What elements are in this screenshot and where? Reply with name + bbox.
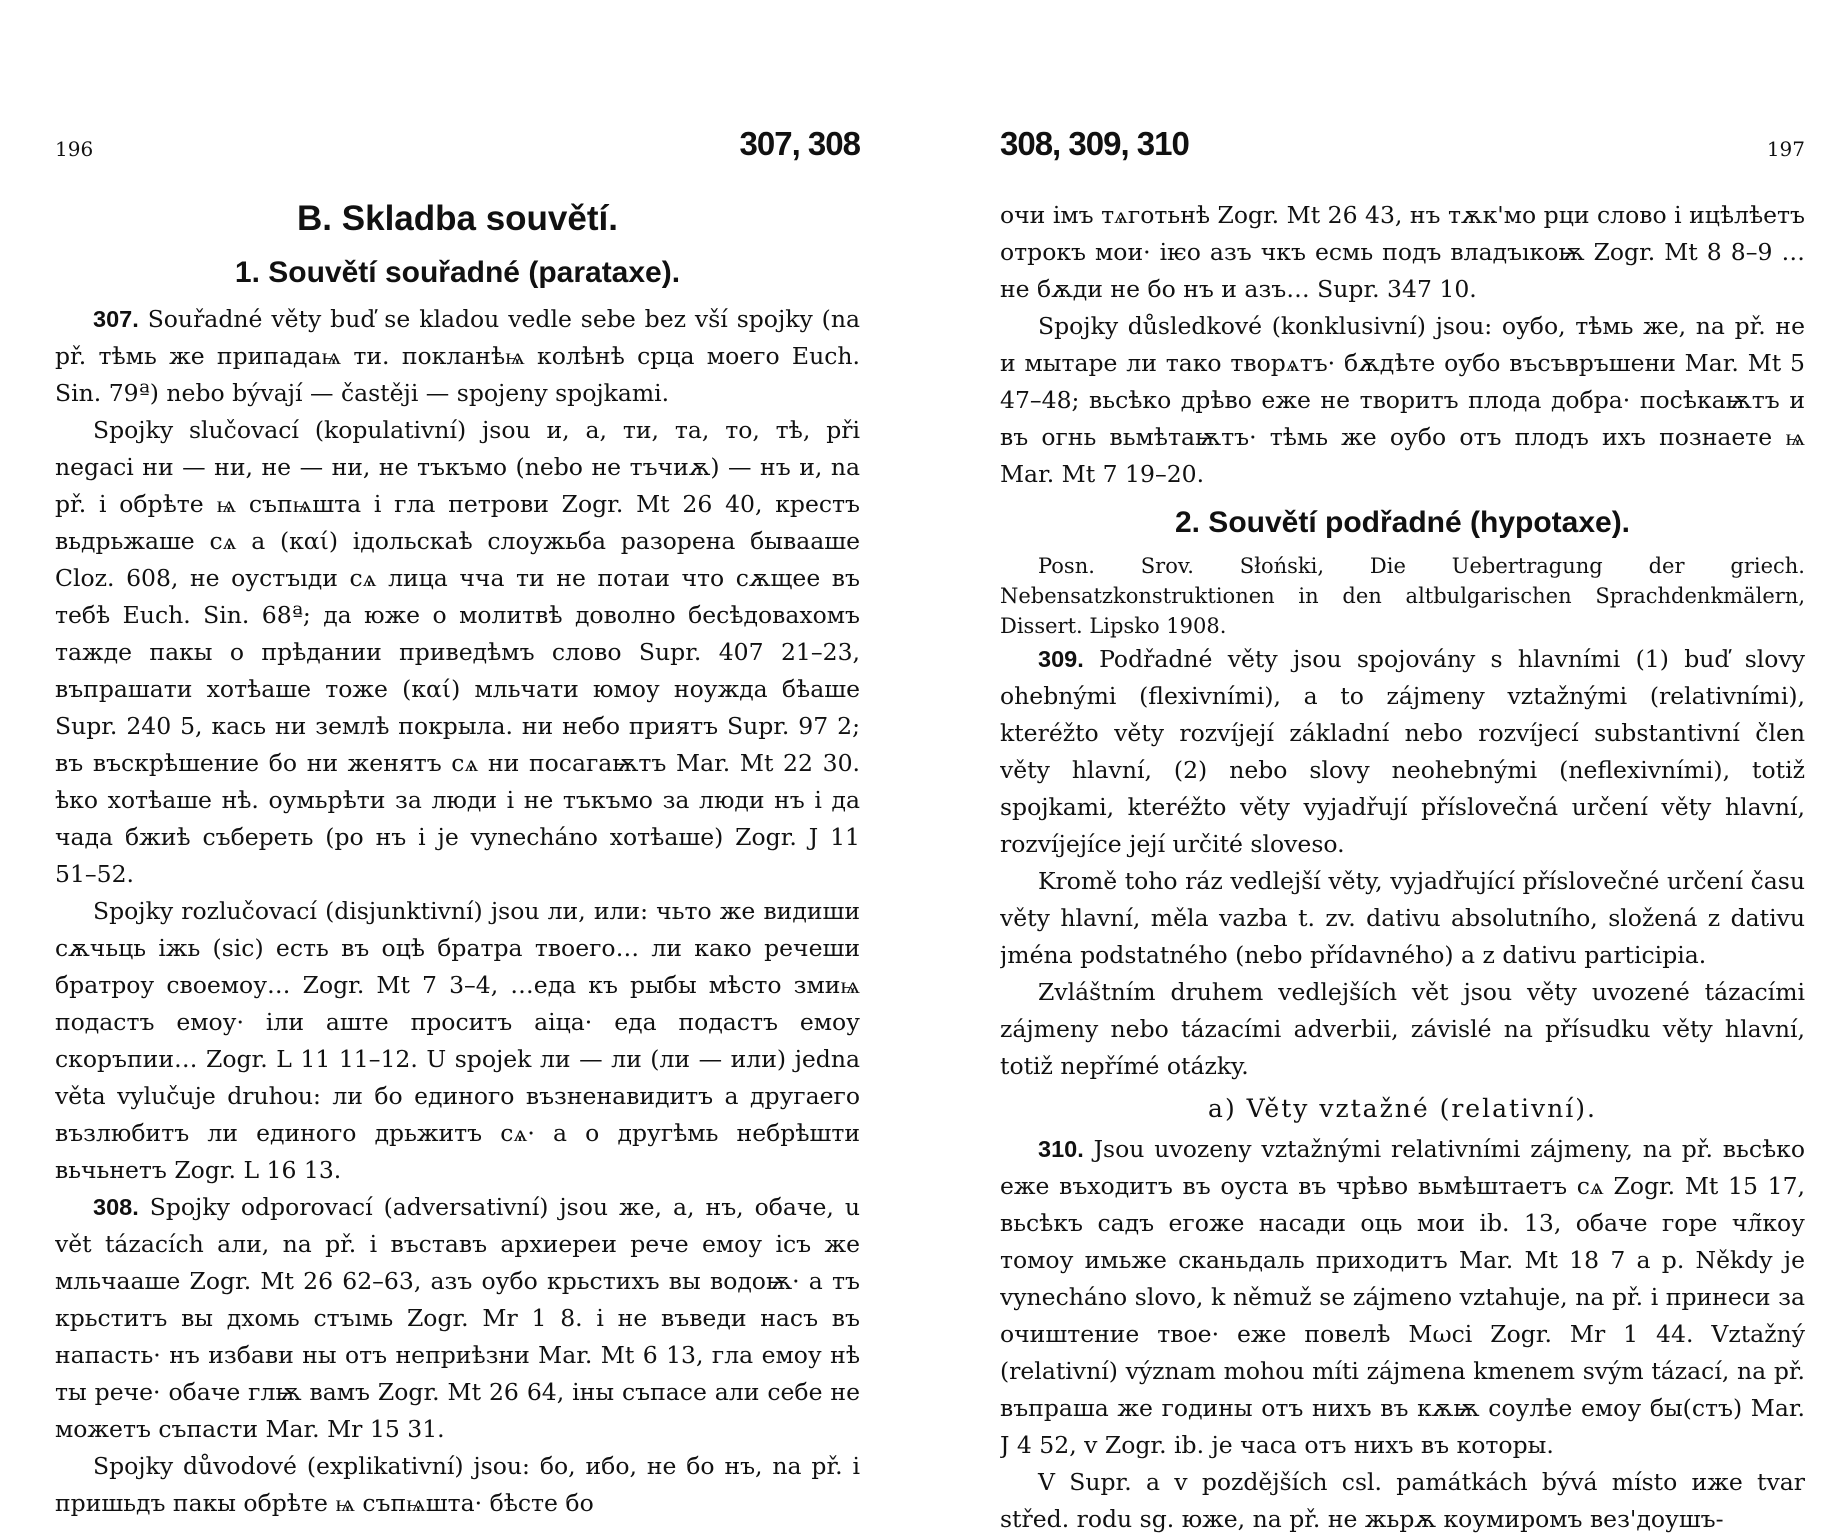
paragraph-307-text: Souřadné věty buď se kladou vedle sebe bez vší spojky (na př. тѣмь же припадаѩ ти. покланѣѩ колѣнѣ срца моего Euch. Sin. 79ª) nebo bývají — častěji — spojeny spojkami.: [55, 305, 860, 407]
paragraph-konklusivni: Spojky důsledkové (konklusivní) jsou: оубо, тѣмь же, na př. не и мытаре ли тако творѧтъ· бѫдѣте оубо въсъвръшени Mar. Mt 5 47–48; вьсѣко дрѣво еже не творитъ плода добра· посѣкаѭтъ и въ огнь вьмѣтаѭтъ· тѣмь же оубо отъ плодъ ихъ познаете ѩ Mar. Mt 7 19–20.: [1000, 312, 1805, 488]
right-page-header: [1000, 125, 1805, 175]
chapter-title: B. Skladba souvětí.: [297, 199, 618, 238]
paragraph-number-308: 308.: [93, 1194, 139, 1220]
section-title-hypotaxe: 2. Souvětí podřadné (hypotaxe).: [1174, 506, 1631, 539]
right-page-number: 197: [1766, 137, 1805, 161]
left-page-header: [55, 125, 860, 175]
paragraph-explikativni: Spojky důvodové (explikativní) jsou: бо, ибо, не бо нъ, na př. і пришьдъ пакы обрѣте ѩ съпѩшта· бѣсте бо: [55, 1452, 860, 1517]
left-page: [55, 125, 860, 1522]
subsection-title-relativni: a) Věty vztažné (relativní).: [1208, 1094, 1597, 1123]
paragraph-310: [1000, 1131, 1805, 1464]
paragraph-308: [55, 1189, 860, 1448]
paragraph-continuation: очи імъ тѧготьнѣ Zogr. Mt 26 43, нъ тѫк'мо рци слово і ицѣлѣетъ отрокъ мои· іѥо азъ чкъ есмь подъ владъıкоѭ Zogr. Mt 8 8–9 …не бѫди не бо нъ и азъ… Supr. 347 10.: [1000, 201, 1805, 303]
left-page-number: 196: [55, 137, 94, 161]
left-section-ref: 307, 308: [739, 125, 860, 162]
paragraph-number-310: 310.: [1038, 1136, 1084, 1162]
paragraph-number-307: 307.: [93, 306, 139, 332]
paragraph-number-309: 309.: [1038, 646, 1084, 672]
section-title-parataxe: 1. Souvětí souřadné (parataxe).: [234, 256, 681, 289]
right-page: [1000, 125, 1805, 1538]
right-section-ref: 308, 309, 310: [1000, 125, 1189, 162]
note-paragraph: Posn. Srov. Słoński, Die Uebertragung der griech. Nebensatzkonstruktionen in den altbulgarischen Sprachdenkmälern, Dissert. Lipsko 1908.: [1000, 554, 1805, 638]
paragraph-kopulativni: Spojky slučovací (kopulativní) jsou и, а, ти, та, то, тѣ, při negaci ни — ни, не — ни, не тъкъмо (nebo не тъчиѫ) — нъ и, na př. і обрѣте ѩ съпѩшта і гла петрови Zogr. Mt 26 40, крестъ вьдрьжаше сѧ а (καί) ідольскаѣ слоужьба разорена бывааше Cloz. 608, не оустъıди сѧ лица чча ти не потаи что сѫщее въ тебѣ Euch. Sin. 68ª; да юже о молитвѣ доволно бесѣдовахомъ тажде пакы о прѣдании приведѣмъ слово Supr. 407 21–23, въпрашати хотѣаше тоже (καί) мльчати юмоу ноужда бѣаше Supr. 240 5, кась ни землѣ покрыла. ни небо приятъ Supr. 97 2; въ въскрѣшение бо ни женятъ сѧ ни посагаѭтъ Mar. Mt 22 30. ѣко хотѣаше нѣ. оумьрѣти за люди і не тъкъмо за люди нъ і да чада бжиѣ събереть (po нъ і je vynecháno хотѣаше) Zogr. J 11 51–52.: [55, 416, 860, 888]
paragraph-308-text: Spojky odporovací (adversativní) jsou же, а, нъ, обаче, u vět tázacích али, na př. і въставъ архиереи рече емоу ісъ же мльчааше Zogr. Mt 26 62–63, азъ оубо крьстихъ вы водоѭ· а тъ крьститъ вы дхомь стъıмь Zogr. Mr 1 8. і не въведи насъ въ напасть· нъ избави ны отъ неприѣзни Mar. Mt 6 13, гла емоу нѣ ты рече· обаче глѭ вамъ Zogr. Mt 26 64, іны съпасе али себе не можетъ съпасти Mar. Mr 15 31.: [55, 1193, 860, 1443]
paragraph-307: [55, 301, 860, 412]
paragraph-309-text: Podřadné věty jsou spojovány s hlavními (1) buď slovy ohebnými (flexivními), a to zájmeny vztažnými (relativními), kteréžto věty rozvíjejí základní nebo rozvíjecí substantivní člen věty hlavní, (2) nebo slovy neohebnými (neflexivními), totiž spojkami, kteréžto věty vyjadřují příslovečná určení věty hlavní, rozvíjejíce její určité sloveso.: [1000, 645, 1805, 858]
paragraph-krome: Kromě toho ráz vedlejší věty, vyjadřující příslovečné určení času věty hlavní, měla vazba t. zv. dativu absolutního, složená z dativu jména podstatného (nebo přídavného) a z dativu participia.: [1000, 867, 1805, 969]
paragraph-supr: V Supr. a v pozdějších csl. památkách bývá místo иже tvar střed. rodu sg. юже, na př. не жьрѫ коумиромъ вез'доушъ-: [1000, 1468, 1805, 1533]
paragraph-zvlastnim: Zvláštním druhem vedlejších vět jsou věty uvozené tázacími zájmeny nebo tázacími adverbii, závislé na přísudku věty hlavní, totiž nepřímé otázky.: [1000, 978, 1805, 1080]
paragraph-309: [1000, 641, 1805, 863]
paragraph-310-text: Jsou uvozeny vztažnými relativními zájmeny, na př. вьсѣко еже въходитъ въ оуста въ чрѣво вьмѣштаетъ сѧ Zogr. Mt 15 17, вьсѣкъ садъ егоже насади оць мои ib. 13, обаче горе чл̃коу томоу имьже сканьдаль приходитъ Mar. Mt 18 7 a p. Někdy je vynecháno slovo, k němuž se zájmeno vztahuje, na př. і принеси за очиштение твое· еже повелѣ Мωсі Zogr. Mr 1 44. Vztažný (relativní) význam mohou míti zájmena kmenem svým tázací, na př. въпраша же годины отъ нихъ въ кѫѭ соулѣе емоу бы(стъ) Mar. J 4 52, v Zogr. ib. je часа отъ нихъ въ которы.: [1000, 1135, 1805, 1459]
paragraph-disjunktivni: Spojky rozlučovací (disjunktivní) jsou ли, или: чьто же видиши сѫчьць іжь (sic) есть въ оцѣ братра твоего… ли како речеши братроу своемоу… Zogr. Mt 7 3–4, …еда къ рыбы мѣсто змиѩ подастъ емоу· іли аште проситъ аіца· еда подастъ емоу скоръпии… Zogr. L 11 11–12. U spojek ли — ли (ли — или) jedna věta vylučuje druhou: ли бо единого възненавидитъ а другаего възлюбитъ ли единого дрьжитъ сѧ· а о другѣмь небрѣшти вьчьнетъ Zogr. L 16 13.: [55, 897, 860, 1184]
